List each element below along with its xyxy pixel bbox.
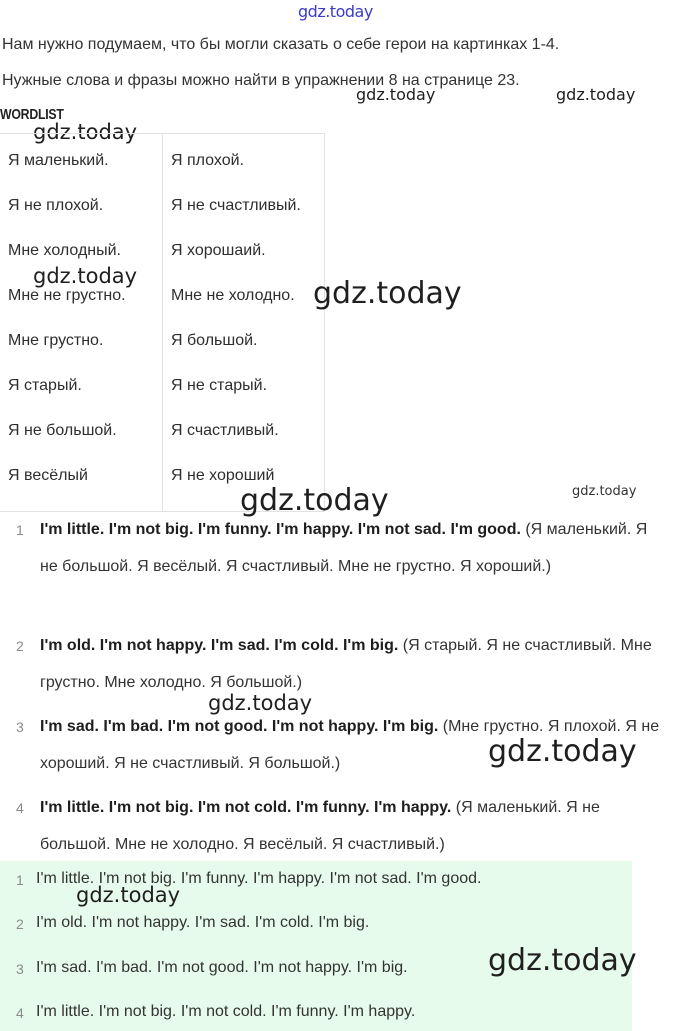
final-answer-number: 4 — [16, 1005, 24, 1021]
wordlist-column-1 — [0, 134, 163, 511]
watermark: gdz.today — [488, 734, 637, 769]
answer-number: 4 — [16, 800, 24, 816]
final-answer-text: I'm little. I'm not big. I'm not cold. I'm funny. I'm happy. — [36, 1003, 416, 1020]
wordlist-cell: Я большой. — [171, 332, 258, 349]
watermark: gdz.today — [208, 691, 313, 715]
intro-text-line-1: Нам нужно подумаем, что бы могли сказать о себе герои на картинках 1-4. — [2, 36, 560, 53]
watermark: gdz.today — [313, 276, 462, 311]
wordlist-cell: Мне грустно. — [8, 332, 104, 349]
answer-number: 1 — [16, 522, 24, 538]
answer-english: I'm old. I'm not happy. I'm sad. I'm cold. I'm big. — [40, 637, 399, 654]
final-answer-number: 2 — [16, 916, 24, 932]
watermark: gdz.today — [488, 943, 637, 978]
final-answer-text: I'm old. I'm not happy. I'm sad. I'm cold. I'm big. — [36, 914, 370, 931]
answer-text — [40, 511, 666, 585]
wordlist-cell: Мне не грустно. — [8, 287, 126, 304]
watermark: gdz.today — [356, 85, 436, 104]
final-answer-number: 1 — [16, 872, 24, 888]
answer-translation: (Я маленький. Я не большой. Я весёлый. Я счастливый. Мне не грустно. Я хороший.) — [40, 521, 648, 575]
wordlist-cell: Я счастливый. — [171, 422, 279, 439]
wordlist-column-2 — [163, 134, 323, 511]
answer-translation: (Я старый. Я не счастливый. Мне грустно. Мне холодно. Я большой.) — [40, 637, 652, 691]
wordlist-cell: Мне холодный. — [8, 242, 121, 259]
watermark: gdz.today — [572, 484, 637, 499]
wordlist-cell: Я не плохой. — [8, 197, 104, 214]
answer-item — [0, 789, 680, 863]
final-answer-line — [0, 1002, 632, 1026]
final-answer-text: I'm sad. I'm bad. I'm not good. I'm not happy. I'm big. — [36, 959, 408, 976]
wordlist-cell: Я хорошаий. — [171, 242, 266, 259]
answer-english: I'm sad. I'm bad. I'm not good. I'm not happy. I'm big. — [40, 718, 439, 735]
answer-text — [40, 627, 666, 701]
answer-translation: (Я маленький. Я не большой. Мне не холодно. Я весёлый. Я счастливый.) — [40, 799, 600, 853]
answer-english: I'm little. I'm not big. I'm not cold. I'm funny. I'm happy. — [40, 799, 452, 816]
answer-item — [0, 627, 680, 701]
watermark: gdz.today — [240, 483, 389, 518]
watermark: gdz.today — [556, 85, 636, 104]
answer-item — [0, 511, 680, 621]
wordlist-cell: Я плохой. — [171, 152, 244, 169]
wordlist-cell: Я весёлый — [8, 467, 88, 484]
final-answer-number: 3 — [16, 961, 24, 977]
final-answer-text: I'm little. I'm not big. I'm funny. I'm happy. I'm not sad. I'm good. — [36, 870, 482, 887]
wordlist-cell: Я старый. — [8, 377, 82, 394]
intro-text-line-2: Нужные слова и фразы можно найти в упражнении 8 на странице 23. — [2, 72, 520, 89]
wordlist-cell: Мне не холодно. — [171, 287, 295, 304]
answer-text — [40, 789, 666, 863]
wordlist-cell: Я маленький. — [8, 152, 109, 169]
final-answer-line — [0, 913, 632, 937]
wordlist-cell: Я не счастливый. — [171, 197, 301, 214]
watermark: gdz.today — [33, 264, 138, 288]
wordlist-title: WORDLIST — [0, 106, 64, 123]
watermark-top: gdz.today — [298, 2, 373, 21]
wordlist-table — [0, 133, 325, 512]
wordlist-cell: Я не старый. — [171, 377, 268, 394]
wordlist-cell: Я не хороший — [171, 467, 275, 484]
answer-translation: (Мне грустно. Я плохой. Я не хороший. Я не счастливый. Я большой.) — [40, 718, 660, 772]
wordlist-cell: Я не большой. — [8, 422, 117, 439]
watermark: gdz.today — [76, 883, 181, 907]
answer-number: 3 — [16, 719, 24, 735]
answer-number: 2 — [16, 638, 24, 654]
watermark: gdz.today — [33, 120, 138, 144]
answer-english: I'm little. I'm not big. I'm funny. I'm happy. I'm not sad. I'm good. — [40, 521, 521, 538]
